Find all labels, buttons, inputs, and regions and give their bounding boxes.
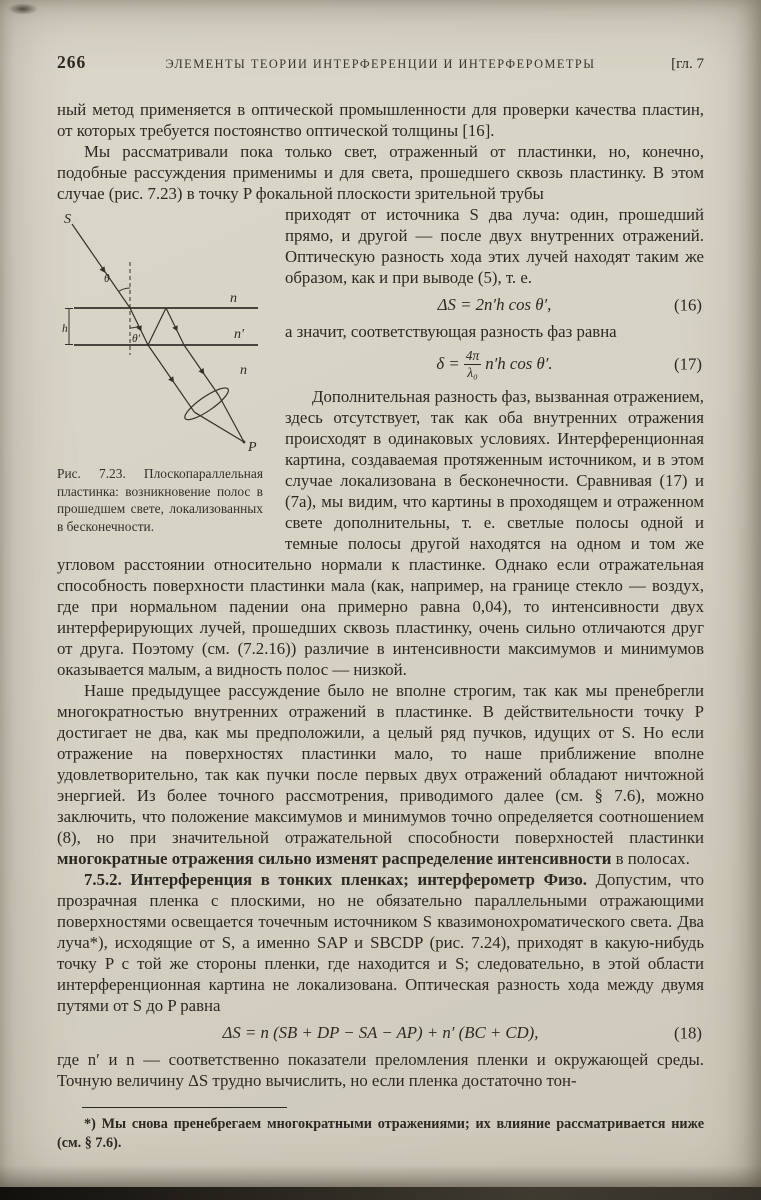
paragraph-continuation: ный метод применяется в оптической промышленности для проверки качества пластин, от которых требуется постоянство оптической толщины [16]. [57, 100, 704, 140]
chapter-marker: [гл. 7 [671, 56, 704, 72]
label-theta-prime: θ′ [132, 333, 141, 345]
paragraph [57, 680, 704, 869]
scan-artifact [8, 3, 38, 15]
figure-7-23 [57, 210, 269, 535]
equation-body [436, 348, 553, 380]
equation-16 [285, 294, 704, 315]
footnote-area [57, 1107, 704, 1152]
page-number: 266 [57, 52, 87, 72]
equation-18 [57, 1022, 704, 1043]
ray-arrowhead [199, 368, 205, 375]
equation-17 [285, 348, 704, 380]
paragraph: а значит, соответствующая разность фаз равна [285, 322, 617, 341]
equation-number: (16) [674, 295, 702, 314]
ray-arrowhead [168, 376, 174, 383]
internal-reflection-ray [148, 308, 166, 345]
equation-body: ΔS = n (SB + DP − SA − AP) + n′ (BC + CD), [222, 1023, 539, 1043]
label-thickness: h [62, 323, 68, 335]
footnote: *) Мы снова пренебрегаем многократными отражениями; их влияние рассматривается ниже (см. § 7.6). [57, 1116, 704, 1151]
figure-diagram [59, 210, 265, 455]
section-heading: 7.5.2. Интерференция в тонких пленках; интерферометр Физо. [84, 870, 587, 890]
paragraph: Дополнительная разность фаз, вызванная отражением, здесь отсутствует, так как оба внутренних отражения происходят в одинаковых условиях. Интерференционная картина, создаваемая протяженным источником, и в этом случае локализована в бесконечности. Сравнивая (17) и (7а), мы видим, что картины в проходящем и отраженном свете дополнительны, т. е. светлые полосы одной и темные полосы другой находятся на одном и том же угловом расстоянии относительно нормали к пластинке. Однако если отражательная способность поверхности пластинки мала (как, например, на границе стекло — воздух, где при нормальном падении она примерно равна 0,04), то интенсивности двух интерферирующих лучей, прошедших сквозь пластинку, очень сильно отличаются друг от друга. Поэтому (см. (7.2.16)) различие в интенсивности максимумов и минимумов оказывается малым, а видность полос — низкой. [57, 387, 704, 680]
running-title: ЭЛЕМЕНТЫ ТЕОРИИ ИНТЕРФЕРЕНЦИИ И ИНТЕРФЕРОМЕТРЫ [165, 57, 596, 71]
equation-number: (18) [674, 1023, 702, 1043]
paragraph: Мы рассматривали пока только свет, отраженный от пластинки, но, конечно, подобные рассуждения применимы и для света, прошедшего сквозь пластинку. В этом случае (рис. 7.23) в точку P фокальной плоскости зрительной трубы [57, 142, 704, 203]
scan-shadow [0, 1165, 761, 1187]
paragraph: приходят от источника S два луча: один, прошедший прямо, и другой — после двух внутренних отражений. Оптическую разность хода этих лучей находят таким же образом, как и при выводе (5), т. е. [285, 205, 704, 287]
scan-edge [0, 1187, 761, 1200]
fraction-denominator: λ₀ [467, 364, 478, 380]
label-n-above: n [230, 291, 237, 306]
label-n-below: n [240, 363, 247, 378]
theta-arc [119, 288, 130, 292]
fraction-numerator: 4π [465, 348, 480, 363]
label-n-inside: n′ [234, 327, 245, 342]
equation-rhs: n′h cos θ′. [485, 354, 553, 374]
running-head [57, 52, 704, 75]
incident-ray [72, 224, 130, 308]
equation-lhs: δ = [436, 354, 460, 374]
paragraph-text: Наше предыдущее рассуждение было не вполне строгим, так как мы пренебрегли многократностью внутренних отражений в пластинке. В действительности точку P достигает не два, как мы предположили, а целый ряд пучков, идущих от S. Но если отражение на поверхностях пластинки мало, то наше приближение вполне удовлетворительно, так как пучки после первых двух отражений обладают ничтожной энергией. Из более точного рассмотрения, приводимого далее (см. § 7.6), можно заключить, что положение максимумов и минимумов точно определяется соотношением (8), но при значительной отражательной способности поверхностей пластинки [57, 681, 704, 848]
label-source: S [64, 212, 71, 227]
paragraph-text: Допустим, что прозрачная пленка с плоскими, но не обязательно параллельными отражающими поверхностями освещается точечным источником S квазимонохроматического света. Два луча*), исходящие от S, а именно SAP и SBCDP (рис. 7.24), приходят в какую-нибудь точку P с той же стороны пленки, где находится и S; следовательно, в этой области интерференционная картина не локализована. Оптическая разность хода между двумя путями от S до P равна [57, 870, 704, 1016]
paragraph: где n′ и n — соответственно показатели преломления пленки и окружающей среды. Точную величину ΔS трудно вычислить, но если пленка достаточно тон- [57, 1050, 704, 1091]
emphasis-text: многократные отражения сильно изменят распределение интенсивности [57, 849, 612, 869]
footnote-rule [82, 1107, 287, 1108]
label-theta: θ [104, 273, 110, 285]
section-paragraph [57, 869, 704, 1016]
equation-number: (17) [674, 354, 702, 374]
fraction [464, 348, 482, 380]
focal-point [243, 441, 246, 444]
paragraph-text: в полосах. [611, 849, 690, 869]
equation-body: ΔS = 2n′h cos θ′, [437, 295, 552, 314]
figure-caption: Рис. 7.23. Плоскопараллельная пластинка: возникновение полос в прошедшем свете, локализованных в бесконечности. [57, 466, 263, 534]
label-point-p: P [248, 440, 257, 455]
